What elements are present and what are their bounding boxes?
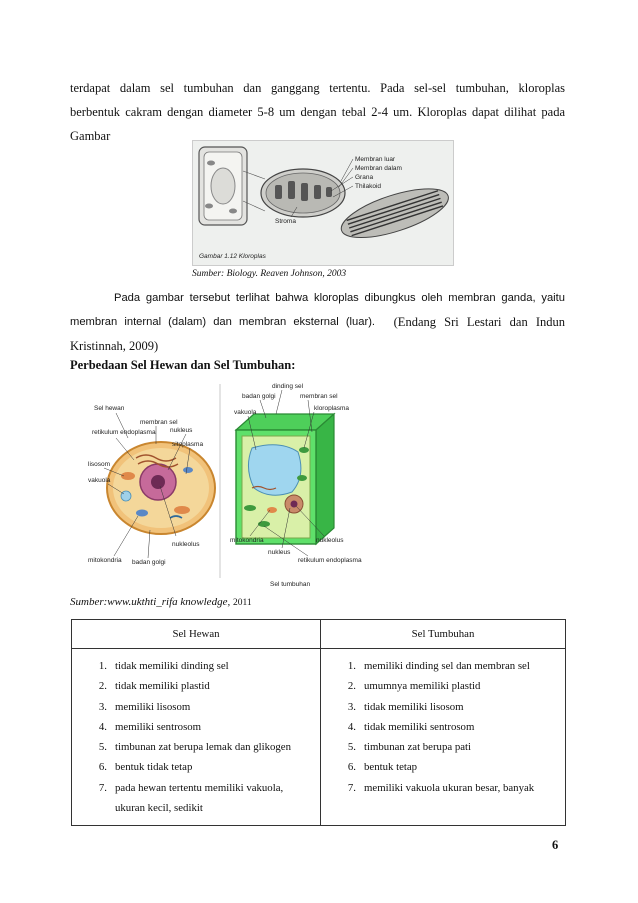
list-item-text: tidak memiliki sentrosom bbox=[364, 720, 475, 733]
list-item-text: memiliki lisosom bbox=[115, 700, 191, 713]
cell-comparison-figure bbox=[86, 378, 376, 590]
label-lisosom: lisosom bbox=[88, 461, 111, 468]
figure-caption: Gambar 1.12 Kloroplas bbox=[199, 253, 266, 260]
list-item bbox=[322, 656, 558, 676]
label-dinding-sel: dinding sel bbox=[272, 383, 304, 390]
list-item-number: 4. bbox=[347, 720, 356, 733]
list-item bbox=[322, 737, 558, 757]
section-heading: Perbedaan Sel Hewan dan Sel Tumbuhan: bbox=[70, 358, 296, 372]
list-item-number: 5. bbox=[98, 741, 107, 754]
table-header-row bbox=[72, 620, 566, 649]
label-vakuola: vakuola bbox=[88, 477, 111, 484]
sel-tumbuhan-list bbox=[322, 650, 564, 804]
figure2-source-text: Sumber:www.ukthti_rifa knowledge, bbox=[70, 596, 231, 608]
figure2-source bbox=[70, 596, 252, 608]
sel-hewan-list bbox=[73, 650, 319, 824]
label-grana: Grana bbox=[355, 174, 374, 181]
list-item-number: 7. bbox=[98, 781, 107, 794]
list-item bbox=[73, 656, 313, 676]
label-membran-luar: Membran luar bbox=[355, 156, 396, 163]
list-item-number: 5. bbox=[347, 741, 356, 754]
list-item bbox=[322, 778, 558, 798]
sel-tumbuhan-cell bbox=[321, 649, 566, 826]
list-item-number: 3. bbox=[98, 700, 107, 713]
paragraph-intro bbox=[70, 76, 565, 148]
label-thilakoid: Thilakoid bbox=[355, 183, 382, 190]
figure-source: Sumber: Biology. Reaven Johnson, 2003 bbox=[192, 269, 347, 279]
chloroplast-illustration bbox=[193, 141, 453, 265]
list-item-text: bentuk tidak tetap bbox=[115, 761, 193, 774]
list-item bbox=[73, 737, 313, 757]
list-item bbox=[322, 697, 558, 717]
list-item-text: memiliki vakuola ukuran besar, banyak bbox=[364, 781, 535, 794]
list-item-number: 1. bbox=[347, 660, 356, 672]
list-item-text: timbunan zat berupa lemak dan glikogen bbox=[115, 741, 291, 754]
comparison-table bbox=[71, 619, 566, 826]
sel-hewan-cell bbox=[72, 649, 321, 826]
label-retikulum-plant: retikulum endoplasma bbox=[298, 557, 362, 564]
label-retikulum: retikulum endoplasma bbox=[92, 429, 156, 436]
label-nukleus: nukleus bbox=[170, 427, 193, 434]
paragraph-line: Kristinnah, 2009) bbox=[70, 339, 159, 353]
list-item bbox=[73, 757, 313, 777]
label-nukleolus-plant: nukleolus bbox=[316, 537, 344, 544]
list-item-text: tidak memiliki plastid bbox=[115, 680, 210, 693]
list-item-text: memiliki sentrosom bbox=[115, 720, 202, 733]
cell-illustrations bbox=[86, 378, 376, 590]
column-header-sel-hewan: Sel Hewan bbox=[72, 620, 321, 649]
chloroplast-figure bbox=[192, 140, 454, 266]
label-membran-dalam: Membran dalam bbox=[355, 165, 402, 172]
label-sitoplasma: sitoplasma bbox=[172, 441, 204, 448]
table-row bbox=[72, 649, 566, 826]
paragraph-line: berbentuk cakram dengan diameter 5-8 um dengan tebal 2-4 um. Kloroplas dapat dilihat pada bbox=[70, 105, 565, 119]
paragraph-line: Gambar bbox=[70, 129, 111, 143]
list-item-number: 4. bbox=[98, 720, 107, 733]
label-nukleolus: nukleolus bbox=[172, 541, 200, 548]
figure2-source-year: 2011 bbox=[232, 598, 252, 608]
list-item-number: 1. bbox=[98, 660, 107, 672]
list-item-text: memiliki dinding sel dan membran sel bbox=[364, 660, 530, 672]
list-item-text: tidak memiliki dinding sel bbox=[115, 660, 229, 672]
list-item-number: 2. bbox=[347, 680, 356, 693]
list-item-number: 2. bbox=[98, 680, 107, 693]
list-item-number: 7. bbox=[347, 781, 356, 794]
label-kloroplasma: kloroplasma bbox=[314, 405, 350, 412]
paragraph-line: terdapat dalam sel tumbuhan dan ganggang tertentu. Pada sel-sel tumbuhan, kloroplas bbox=[70, 81, 565, 95]
list-item-text: umumnya memiliki plastid bbox=[364, 680, 481, 693]
list-item bbox=[322, 717, 558, 737]
list-item bbox=[73, 676, 313, 696]
list-item-text: tidak memiliki lisosom bbox=[364, 700, 464, 713]
list-item-text: bentuk tetap bbox=[364, 761, 418, 774]
list-item-number: 6. bbox=[98, 761, 107, 774]
page-number: 6 bbox=[552, 838, 559, 852]
list-item bbox=[73, 717, 313, 737]
label-mitokondria-plant: mitokondria bbox=[230, 537, 264, 544]
label-sel-hewan: Sel hewan bbox=[94, 405, 125, 412]
label-membran-sel-plant: membran sel bbox=[300, 393, 338, 400]
list-item bbox=[73, 697, 313, 717]
paragraph-line: Pada gambar tersebut terlihat bahwa kloroplas dibungkus oleh membran ganda, yaitu bbox=[114, 292, 565, 304]
citation: (Endang Sri Lestari dan Indun bbox=[393, 315, 565, 329]
label-badan-golgi-plant: badan golgi bbox=[242, 393, 276, 400]
animal-cell-illustration bbox=[88, 405, 215, 566]
label-vakuola-plant: vakuola bbox=[234, 409, 257, 416]
label-badan-golgi: badan golgi bbox=[132, 559, 166, 566]
list-item-number: 6. bbox=[347, 761, 356, 774]
list-item-text: timbunan zat berupa pati bbox=[364, 741, 472, 754]
list-item-text: pada hewan tertentu memiliki vakuola, ukuran kecil, sedikit bbox=[115, 781, 284, 815]
list-item bbox=[322, 757, 558, 777]
column-header-sel-tumbuhan: Sel Tumbuhan bbox=[321, 620, 566, 649]
list-item bbox=[322, 676, 558, 696]
paragraph-membran bbox=[70, 286, 565, 358]
label-sel-tumbuhan: Sel tumbuhan bbox=[270, 581, 311, 588]
label-membran-sel: membran sel bbox=[140, 419, 178, 426]
list-item bbox=[73, 778, 313, 819]
plant-cell-illustration bbox=[230, 383, 362, 588]
paragraph-segment: membran internal (dalam) dan membran eksternal (luar). bbox=[70, 316, 376, 328]
label-stroma: Stroma bbox=[275, 218, 296, 225]
label-nukleus-plant: nukleus bbox=[268, 549, 291, 556]
list-item-number: 3. bbox=[347, 700, 356, 713]
label-mitokondria: mitokondria bbox=[88, 557, 122, 564]
paragraph-line bbox=[70, 310, 565, 334]
